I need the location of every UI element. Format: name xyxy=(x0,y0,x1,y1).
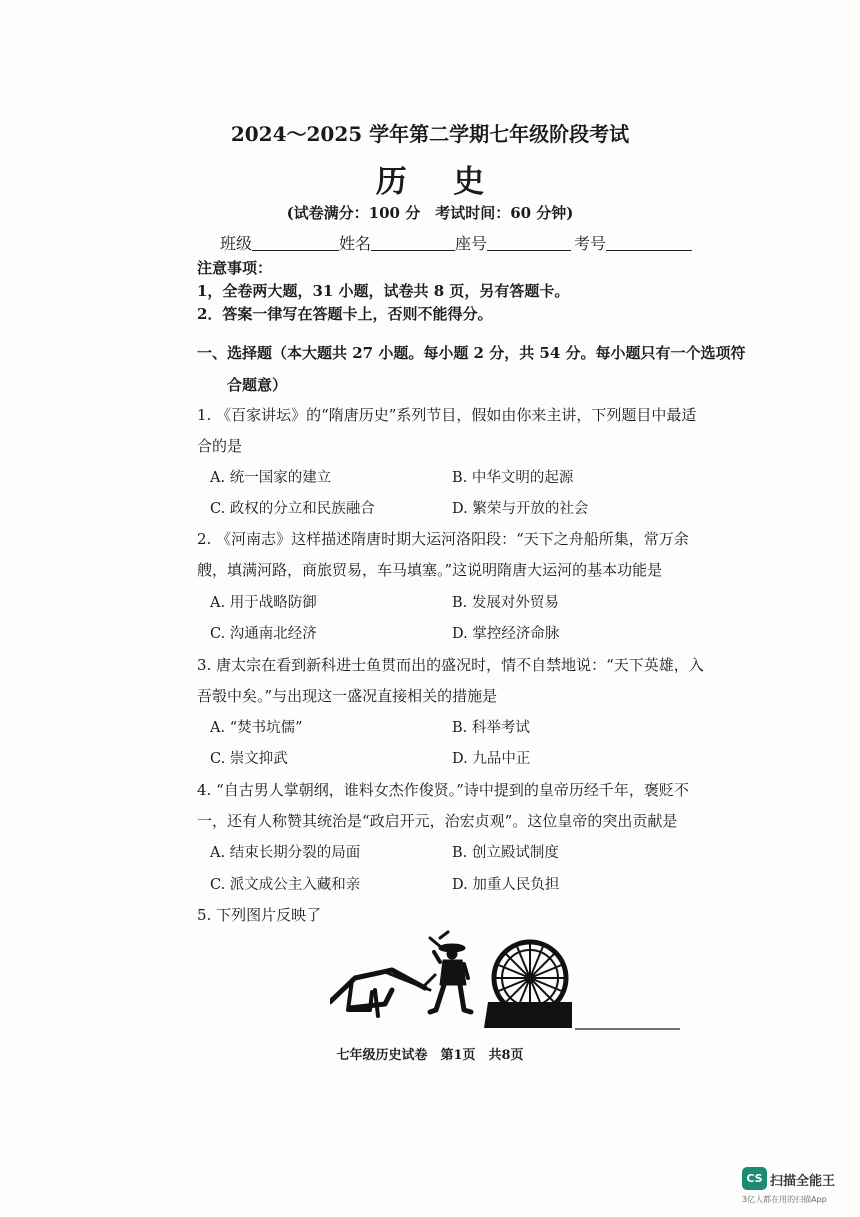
class-label: 班级 xyxy=(220,234,253,253)
seat-label: 座号 xyxy=(455,234,488,253)
question-1-stem-cont: 合的是 xyxy=(197,437,243,455)
question-2-stem-cont: 艘，填满河路，商旅贸易，车马填塞。”这说明隋唐大运河的基本功能是 xyxy=(197,561,663,579)
seat-blank[interactable] xyxy=(487,235,571,251)
question-1-option-d: D. 繁荣与开放的社会 xyxy=(452,501,589,517)
name-blank[interactable] xyxy=(371,235,455,251)
class-blank[interactable] xyxy=(252,235,339,251)
question-2-stem: 2. 《河南志》这样描述隋唐时期大运河洛阳段：“天下之舟船所集，常万余 xyxy=(197,530,689,548)
exam-no-blank[interactable] xyxy=(606,235,692,251)
camscanner-slogan: 3亿人都在用的扫描App xyxy=(742,1195,827,1204)
notice-title: 注意事项： xyxy=(197,259,273,277)
seat-field xyxy=(455,231,571,254)
question-3-option-c: C. 崇文抑武 xyxy=(210,751,288,767)
subject-char-1: 历 xyxy=(375,164,407,200)
student-info-fields xyxy=(220,231,692,254)
plough-and-waterwheel-illustration xyxy=(330,930,695,1035)
page-footer: 七年级历史试卷 第1页 共8页 xyxy=(336,1048,524,1063)
question-4-stem-cont: 一，还有人称赞其统治是“政启开元，治宏贞观”。这位皇帝的突出贡献是 xyxy=(197,812,678,830)
question-3-option-d: D. 九品中正 xyxy=(452,751,531,767)
question-1-option-a: A. 统一国家的建立 xyxy=(210,470,332,486)
question-3-option-a: A. “焚书坑儒” xyxy=(210,720,303,736)
plough-icon xyxy=(330,970,430,1016)
question-4-option-a: A. 结束长期分裂的局面 xyxy=(210,845,361,861)
section-heading-cont: 合题意） xyxy=(227,376,288,394)
question-2-option-c: C. 沟通南北经济 xyxy=(210,626,317,642)
water-wheel-icon xyxy=(484,942,572,1028)
notice-item-2: 2．答案一律写在答题卡上，否则不能得分。 xyxy=(197,305,493,323)
question-3-stem: 3. 唐太宗在看到新科进士鱼贯而出的盛况时，情不自禁地说：“天下英雄，入 xyxy=(197,656,704,674)
question-4-option-d: D. 加重人民负担 xyxy=(452,877,560,893)
question-1-stem: 1. 《百家讲坛》的“隋唐历史”系列节目，假如由你来主讲，下列题目中最适 xyxy=(197,406,697,424)
question-2-option-b: B. 发展对外贸易 xyxy=(452,595,559,611)
farmer-figure-icon xyxy=(425,932,471,1012)
question-2-option-a: A. 用于战略防御 xyxy=(210,595,317,611)
question-4-stem: 4. “自古男人掌朝纲，谁料女杰作俊贤。”诗中提到的皇帝历经千年，褒贬不 xyxy=(197,781,689,799)
question-3-option-b: B. 科举考试 xyxy=(452,720,530,736)
question-4-option-b: B. 创立殿试制度 xyxy=(452,845,559,861)
exam-info: (试卷满分：100 分 考试时间：60 分钟) xyxy=(286,204,574,222)
question-3-stem-cont: 吾彀中矣。”与出现这一盛况直接相关的措施是 xyxy=(197,687,498,705)
question-1-option-b: B. 中华文明的起源 xyxy=(452,470,574,486)
question-5-stem: 5. 下列图片反映了 xyxy=(197,906,322,924)
notice-item-1: 1，全卷两大题，31 小题，试卷共 8 页，另有答题卡。 xyxy=(197,282,570,300)
class-field xyxy=(220,231,339,254)
exam-no-label: 考号 xyxy=(574,234,607,253)
question-1-option-c: C. 政权的分立和民族融合 xyxy=(210,501,375,517)
exam-no-field xyxy=(574,231,692,254)
subject-char-2: 史 xyxy=(453,164,485,200)
section-heading: 一、选择题（本大题共 27 小题。每小题 2 分，共 54 分。每小题只有一个选项符 xyxy=(197,344,746,362)
name-label: 姓名 xyxy=(339,234,372,253)
exam-title: 2024～2025 学年第二学期七年级阶段考试 xyxy=(230,122,630,146)
question-2-option-d: D. 掌控经济命脉 xyxy=(452,626,560,642)
name-field xyxy=(339,231,455,254)
camscanner-name: 扫描全能王 xyxy=(770,1174,836,1189)
camscanner-logo-icon: CS xyxy=(742,1167,767,1190)
subject-title xyxy=(0,156,860,201)
question-4-option-c: C. 派文成公主入藏和亲 xyxy=(210,877,361,893)
